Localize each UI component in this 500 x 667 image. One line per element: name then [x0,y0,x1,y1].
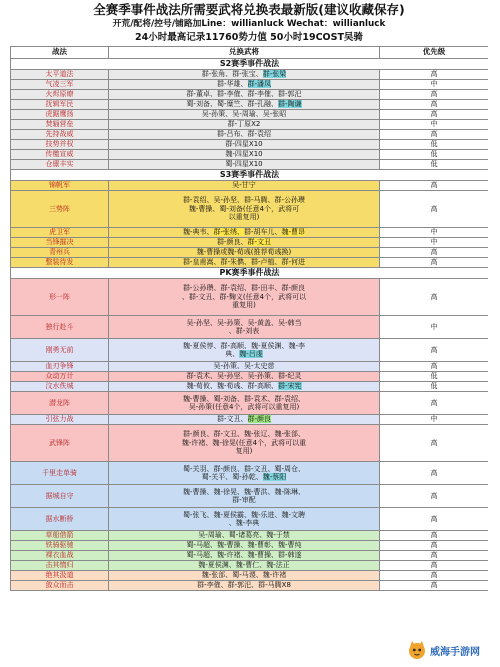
section-title: PK赛季事件战法 [11,268,489,279]
table-row [11,339,489,362]
general-text: 魏-曹操或魏-荀彧(推荐荀彧换) [196,248,292,257]
general-text: 魏-曹操、魏-徐晃、魏-曹洪、魏-陈琳、 [182,487,306,496]
general-text: 重复用) [232,301,256,310]
table-row [11,160,489,170]
priority-cell: 高 [380,425,489,462]
table-row [11,130,489,140]
priority-cell: 低 [380,150,489,160]
generals-cell [109,130,380,140]
table-row [11,581,489,591]
table-row [11,392,489,415]
generals-cell [109,228,380,238]
cat-logo-icon [407,640,427,660]
priority-cell: 高 [380,362,489,372]
priority-cell: 高 [380,551,489,561]
table-row [11,181,489,191]
general-text: 群-颜良、群-文丑、魏-张辽、魏-张郃、 [182,430,306,439]
priority-cell: 高 [380,130,489,140]
generals-cell [109,191,380,228]
priority-cell: 高 [380,508,489,531]
general-text: 吴-孙策、吴-周瑜、吴-张昭 [201,110,287,119]
table-row [11,551,489,561]
tactic-name: 汶水佚城 [11,382,109,392]
tactic-name: 击其惰归 [11,561,109,571]
priority-cell: 高 [380,339,489,362]
table-row [11,140,489,150]
section-title: S3赛季事件战法 [11,170,489,181]
generals-cell [109,339,380,362]
tactic-name: 当锋摧决 [11,238,109,248]
table-row [11,90,489,100]
general-text: 魏-许褚、魏-徐晃(任意4个，武将可以重 [181,438,307,447]
contact-line: 开荒/配将/控号/铺路加Line：willianluck Wechat：willianluck [112,19,386,29]
general-text: 群-文丑 [247,238,272,247]
priority-cell: 中 [380,228,489,238]
general-text: 复用) [235,447,253,456]
tactic-name: 千里走单骑 [11,462,109,485]
general-text: 蜀-马超、魏-曹操、魏-曹彰、魏-曹纯 [186,541,302,550]
priority-cell: 高 [380,110,489,120]
priority-cell: 高 [380,100,489,110]
general-text: 群-张梁 [262,70,287,79]
tactic-name: 传檄宣威 [11,150,109,160]
tactic-name: 整装待发 [11,258,109,268]
general-text: 群-董卓、群-李傕、群-李傕、群-郭汜 [186,90,302,99]
generals-cell [109,120,380,130]
table-row [11,531,489,541]
tactic-name: 血刃争锋 [11,362,109,372]
generals-cell [109,110,380,120]
tactic-name: 武锋阵 [11,425,109,462]
general-text: 群-皇甫嵩、群-朱儁、群-卢植、群-何进 [182,258,306,267]
table-row [11,70,489,80]
general-text: 群-李傕、群-郭汜、群-马腾X8 [197,581,291,590]
generals-cell [109,382,380,392]
priority-cell: 高 [380,279,489,316]
section-header-row [11,170,489,181]
table-row [11,485,489,508]
table-row [11,150,489,160]
table-row [11,541,489,551]
general-text: 、群-文丑、群-麴义(任意4个，武将可以 [181,292,307,301]
generals-cell [109,415,380,425]
generals-cell [109,485,380,508]
generals-cell [109,316,380,339]
priority-cell: 高 [380,531,489,541]
general-text: 群-张角、群-张宝、 [201,70,263,79]
tactic-name: 虎卫军 [11,228,109,238]
column-header-generals: 兑换武将 [109,47,380,59]
priority-cell: 高 [380,571,489,581]
generals-cell [109,140,380,150]
priority-cell: 高 [380,541,489,551]
general-text: 蜀-刘备、蜀-糜竺、群-孔融、 [186,100,279,109]
priority-cell: 高 [380,90,489,100]
table-row [11,110,489,120]
table-row [11,382,489,392]
general-text: 蜀-关羽、群-颜良、群-文丑、蜀-周仓、 [182,464,306,473]
section-title: S2赛季事件战法 [11,59,489,70]
general-text: 蜀-张飞、魏-夏侯霸、魏-乐进、魏-文聘 [182,510,306,519]
priority-cell: 高 [380,462,489,485]
tactic-name: 刚勇无前 [11,339,109,362]
general-text: 魏-四星X10 [225,150,263,159]
tactic-name: 青州兵 [11,248,109,258]
general-text: 群-丁原X2 [227,120,261,129]
page-title: 全赛季事件战法所需要武将兑换表最新版(建议收藏保存) [93,3,405,17]
general-text: 群-审配 [232,496,256,504]
generals-cell [109,581,380,591]
tactic-name: 技势并权 [11,140,109,150]
table-row [11,248,489,258]
table-row [11,362,489,372]
general-text: 群-潘凤 [247,80,272,89]
table-row [11,120,489,130]
general-text: 魏-曹操、蜀-刘备、群-袁术、群-袁绍、 [182,394,306,403]
priority-cell: 高 [380,485,489,508]
general-text: 魏-夏侯渊、魏-曹仁、魏-法正 [198,561,290,570]
watermark [404,636,496,664]
generals-cell [109,279,380,316]
table-row [11,508,489,531]
table-row [11,279,489,316]
table-header-row [11,47,489,59]
table-row [11,462,489,485]
table-row [11,228,489,238]
tactic-name: 潜龙阵 [11,392,109,415]
record-line: 24小时最高记录11760势力值 50小时19COST吴骑 [135,32,363,43]
tactic-name: 仓廪丰实 [11,160,109,170]
section-header-row [11,59,489,70]
priority-cell: 中 [380,80,489,90]
generals-cell [109,551,380,561]
tactic-name: 焚辎营垒 [11,120,109,130]
generals-cell [109,258,380,268]
tactic-name: 形一阵 [11,279,109,316]
general-text: 魏-典韦、 [182,228,214,237]
tactic-name: 独行赴斗 [11,316,109,339]
priority-cell: 低 [380,382,489,392]
general-text: 魏-吕虔 [239,350,263,358]
general-text: 群-颜良 [247,415,272,424]
tactic-name: 绝其汲道 [11,571,109,581]
generals-cell [109,561,380,571]
tactic-name: 气凌三军 [11,80,109,90]
tactic-name: 先持战威 [11,130,109,140]
table-row [11,258,489,268]
tactic-name: 抚辑军民 [11,100,109,110]
general-text: 群-宋宪 [278,382,302,391]
general-text: 魏-张郃、蜀-马谡、魏-许褚 [201,571,287,580]
priority-cell: 高 [380,191,489,228]
generals-cell [109,508,380,531]
general-text: 吴-孙策、吴-太史慈 [213,362,275,371]
general-text: 群-袁术、吴-孙坚、吴-孙策、群-纪灵 [186,372,302,381]
table-row [11,316,489,339]
tactic-name: 虎踞鹰扬 [11,110,109,120]
general-text: 、群-刘表 [228,327,260,335]
table-row [11,561,489,571]
priority-cell: 中 [380,238,489,248]
generals-cell [109,80,380,90]
tactic-name: 敛众而击 [11,581,109,591]
generals-cell [109,571,380,581]
general-text: 群-华雄、 [216,80,248,89]
generals-cell [109,248,380,258]
generals-cell [109,362,380,372]
tactic-name: 据城自守 [11,485,109,508]
table-row [11,372,489,382]
general-text: 魏-荀攸、魏-荀彧、群-高顺、 [186,382,279,391]
generals-cell [109,238,380,248]
generals-cell [109,462,380,485]
general-text: 魏-夏侯惇、群-高顺、魏-夏侯渊、魏-李 [182,341,306,350]
general-text: 蜀-关平、蜀-孙乾、 [201,473,263,481]
generals-cell [109,70,380,80]
general-text: 群-四星X10 [225,140,263,149]
priority-cell: 高 [380,581,489,591]
general-text: 蜀-四星X10 [225,160,263,169]
generals-cell [109,425,380,462]
generals-cell [109,160,380,170]
generals-cell [109,531,380,541]
tactic-name: 草船借箭 [11,531,109,541]
exchange-table-sheet [10,3,488,663]
priority-cell: 高 [380,392,489,415]
table-row [11,415,489,425]
column-header-priority: 优先级 [380,47,489,59]
general-text: 、魏-李典 [228,519,260,527]
general-text: 群-公孙瓒、群-袁绍、群-田丰、群-颜良 [182,284,306,293]
priority-cell: 低 [380,140,489,150]
general-text: 群-袁绍、吴-孙坚、群-马腾、群-公孙瓒 [182,196,306,205]
general-text: 魏-蔡阳 [262,473,287,481]
general-text: 典、 [225,350,240,358]
general-text: 群-颜良、 [216,238,248,247]
exchange-table [10,46,488,591]
generals-cell [109,90,380,100]
generals-cell [109,150,380,160]
table-row [11,191,489,228]
priority-cell: 高 [380,181,489,191]
generals-cell [109,372,380,382]
general-text: 吴-孙坚、吴-孙策、吴-黄盖、吴-韩当 [186,318,302,327]
table-row [11,80,489,90]
general-text: 群-文丑、 [216,415,248,424]
column-header-tactic: 战法 [11,47,109,59]
generals-cell [109,392,380,415]
table-row [11,100,489,110]
priority-cell: 中 [380,120,489,130]
table-row [11,425,489,462]
general-text: 蜀-马超、魏-许褚、魏-曹操、群-韩遂 [186,551,302,560]
general-text: 群-张绣、 [213,228,244,237]
tactic-name: 锦帆军 [11,181,109,191]
priority-cell: 高 [380,258,489,268]
general-text: 吴-孙策(任意4个，武将可以重复用) [188,403,300,411]
general-text: 魏-曹昂 [281,228,306,237]
priority-cell: 高 [380,248,489,258]
priority-cell: 高 [380,70,489,80]
priority-cell: 中 [380,316,489,339]
generals-cell [109,181,380,191]
tactic-name: 据水断桥 [11,508,109,531]
priority-cell: 高 [380,561,489,571]
table-row [11,238,489,248]
general-text: 吴-甘宁 [232,181,256,190]
tactic-name: 裸衣血战 [11,551,109,561]
tactic-name: 众动万计 [11,372,109,382]
tactic-name: 三势阵 [11,191,109,228]
tactic-name: 火烬原燎 [11,90,109,100]
watermark-text: 威海手游网 [430,646,480,658]
priority-cell: 中 [380,415,489,425]
general-text: 群-吕布、群-袁绍 [216,130,272,139]
generals-cell [109,100,380,110]
generals-cell [109,541,380,551]
general-text: 魏-曹操、蜀-刘备(任意4个，武将可 [188,204,300,213]
general-text: 群-胡车儿、 [244,228,282,237]
tactic-name: 太平道法 [11,70,109,80]
general-text: 吴-周瑜、蜀-诸葛亮、魏-于禁 [198,531,290,540]
priority-cell: 低 [380,372,489,382]
tactic-name: 引弦力战 [11,415,109,425]
general-text: 群-陶谦 [278,100,302,109]
priority-cell: 低 [380,160,489,170]
table-row [11,571,489,581]
tactic-name: 铁骑驱驰 [11,541,109,551]
section-header-row [11,268,489,279]
general-text: 以重复用) [228,213,260,222]
